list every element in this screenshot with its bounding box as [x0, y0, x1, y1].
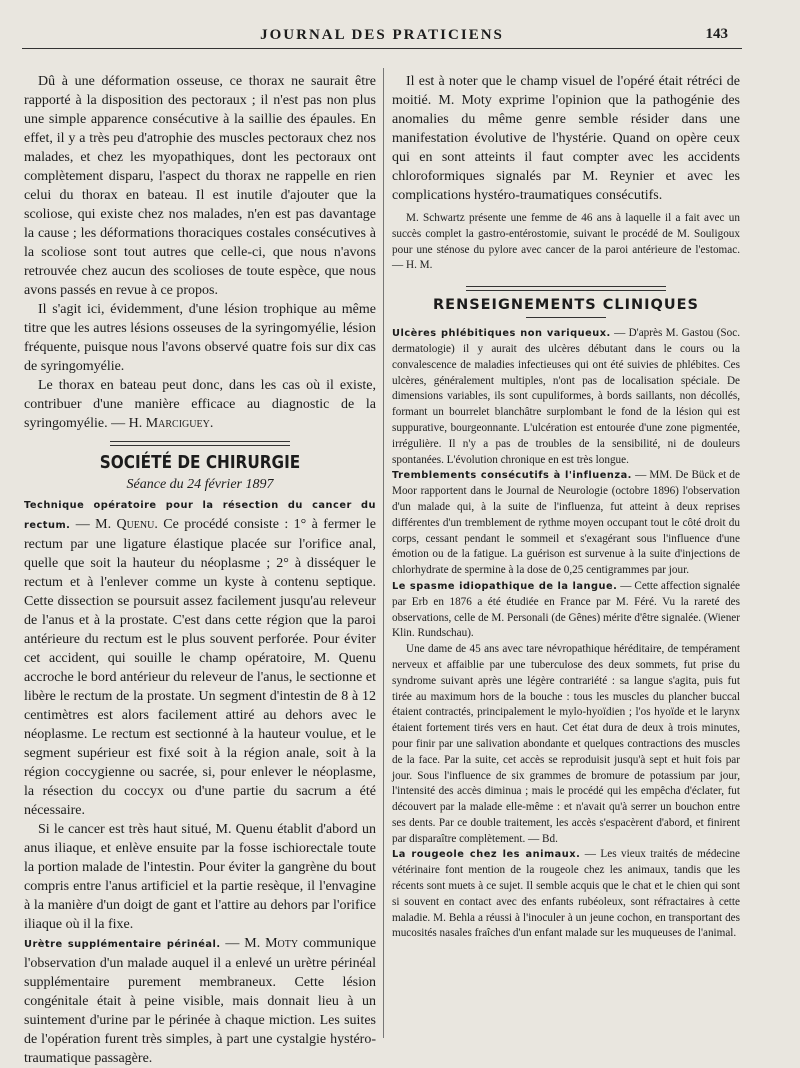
- right-column: [392, 72, 740, 942]
- paragraph: [24, 495, 376, 820]
- author-name: — M. Moty: [225, 936, 299, 951]
- section-rule: [110, 441, 290, 446]
- section-title-societe-chirurgie: SOCIÉTÉ DE CHIRURGIE: [99, 452, 301, 473]
- paragraph-text: communique l'observation d'un malade auquel il a enlevé un urètre périnéal supplémentaire purement membraneux. Cette lésion congénitale était à peine visible, mais donnait lieu à un suintement d'urine par le périnée à chaque miction. Les suites de l'opération furent très simples, à part une cystalgie hystéro-traumatique passagère.: [24, 936, 377, 1066]
- journal-title: JOURNAL DES PRATICIENS: [260, 27, 504, 43]
- running-header: [22, 22, 742, 49]
- rubric-heading: Le spasme idiopathique de la langue.: [392, 580, 618, 592]
- paragraph: M. Schwartz présente une femme de 46 ans à laquelle il a fait avec un succès complet la gastro-entérostomie, suivant le procédé de M. Souligoux pour une sténose du pylore avec cancer de la paroi antérieure de l'estomac. — H. M.: [392, 212, 740, 272]
- author-name: — M. Quenu.: [75, 517, 158, 532]
- rubric-heading: Technique opératoire pour la résection du cancer du rectum.: [24, 500, 376, 531]
- paragraph: Il est à noter que le champ visuel de l'opéré était rétréci de moitié. M. Moty exprime l'opinion que la pathogénie des anomalies du même genre semble résider dans une manifestation évolutive de l'hystérie. Quand on opère ceux qui en sont atteints il faut compter avec les accidents chloroformiques signalés par M. Reynier et avec les complications hystéro-traumatiques consécutifs.: [392, 74, 740, 203]
- paragraph-text: — Cette affection signalée par Erb en 1876 a été étudiée en France par M. Féré. Vu la rareté des observations, celle de M. Personali (de Gênes) mérite d'être signalée. (Wiener Klin. Rundschau).: [392, 579, 740, 640]
- paragraph-text: — MM. De Bück et de Moor rapportent dans le Journal de Neurologie (octobre 1896) l'observation d'un malade qui, à la suite de l'influenza, fut atteint à deux reprises différentes d'un tremblement de rythme moyen occupant tout le côté droit du corps, cessant pendant le sommeil et s'exagérant sous l'influence d'une émotion ou de la fatigue. La guérison est survenue à la suite d'injections de chlorhydrate de spermine à la dose de 0,25 centigrammes par jour.: [392, 469, 740, 577]
- paragraph: [392, 326, 740, 468]
- paragraph: [24, 934, 376, 1068]
- left-column: [24, 72, 376, 1068]
- paragraph-text: Ce procédé consiste : 1° à fermer le rectum par une ligature élastique placée sur l'orifice anal, quelle que soit la hauteur du néoplasme ; 2° à disséquer le rectum et à l'enlever comme un kyste à contenu septique. Cette dissection se poursuit assez facilement jusqu'au releveur de l'anus et à la prostate. C'est dans cette région que la paroi antérieure du rectum est le plus souvent perforée. Pour éviter cet accident, qui souille le champ opératoire, M. Quenu accroche le bord antérieur du releveur de l'anus, le sectionne et libère le rectum de la prostate. Un segment d'intestin de 8 à 12 centimètres est alors facilement attiré au dehors avec le néoplasme. Le rectum est sectionné à la hauteur voulue, et le segment supérieur est fixé soit à la région anale, soit à la région coccygienne ou sacrée, si, pour enlever le néoplasme, la résection du coccyx ou d'une partie du sacrum a été nécessaire.: [24, 517, 377, 818]
- seance-date: Séance du 24 février 1897: [126, 477, 274, 492]
- paragraph: Il s'agit ici, évidemment, d'une lésion trophique au même titre que les autres lésions osseuses de la syringomyélie, lésion fréquente, puisque nous l'avons observé quatre fois sur dix cas de syringomyélie.: [24, 302, 376, 374]
- paragraph-text: — Les vieux traités de médecine vétérinaire font mention de la rougeole chez les animaux, tandis que les récents sont muets à ce sujet. Il semble acquis que le chat et le chien qui sont si souvent en contact avec des enfants rubéoleux, sont réfractaires à cette maladie. M. Behla a réussi à l'inoculer à un jeune cochon, en transportant des mucosités nasales fraîches d'un enfant malade sur les muqueuses de l'animal.: [392, 848, 741, 940]
- section-rule: [466, 286, 666, 291]
- paragraph: [392, 847, 740, 942]
- paragraph: [392, 468, 740, 579]
- paragraph-text: Le thorax en bateau peut donc, dans les cas où il existe, contribuer d'une manière efficace au diagnostic de la syringomyélie. — H.: [24, 378, 376, 431]
- paragraph: Si le cancer est très haut situé, M. Quenu établit d'abord un anus iliaque, et enlève ensuite par la fosse ischiorectale toute la portion malade de l'intestin. Pour éviter la gangrène du bout compris entre l'anus artificiel et la partie resèque, il l'envagine à la manière d'un doigt de gant et l'attire au dehors par l'orifice iliaque où il la fixe.: [24, 822, 376, 932]
- section-title-renseignements: RENSEIGNEMENTS CLINIQUES: [433, 297, 699, 314]
- paragraph: Une dame de 45 ans avec tare névropathique héréditaire, de tempérament nerveux et affaiblie par une tuberculose des deux sommets, fut prise du syndrome suivant après une légère contrariété : sa langue s'agita, puis fut tirée au maximum hors de la bouche : tous les muscles du plancher buccal étaient contractés, principalement le mylo-hyoïdien ; l'os hyoïde et le larynx étaient fortement tirés vers en haut. Cet état dura de deux à trois minutes, pour finir par une salivation abondante et quelques contractions des muscles de la face. Par la suite, cet accès se reproduisit jusqu'à sept et huit fois par jour. Sous l'influence de six grammes de bromure de potassium par jour, l'intensité des accès diminua ; mais le procédé qui les empêcha d'éclater, fut découvert par la malade elle-même : et n'avait qu'à serrer un bouchon entre ses dents. Par ce double traitement, les accès s'espacèrent d'abord, et finirent par disparaître complètement. — Bd.: [392, 643, 740, 845]
- paragraph-text: — D'après M. Gastou (Soc. dermatologie) il y aurait des ulcères débutant dans le cours ou la convalescence de maladies infectieuses qui ont été suivies de phlébites. Ces ulcères, généralement multiples, n'ont pas de localisation spéciale. De dimensions variables, ils sont cupuliformes, à bords saillants, non décollés, formant un bourrelet blanchâtre surplombant le fond de la lésion qui est suppurative, bourgeonnante. L'ulcération est entourée d'une zone pigmentée, irrégulière. Il n'y a pas de troubles de la sensibilité, ni de douleurs spontanées. L'évolution chronique en est très longue.: [392, 327, 741, 466]
- rubric-heading: La rougeole chez les animaux.: [392, 849, 581, 861]
- paragraph: [24, 376, 376, 433]
- rubric-heading: Urètre supplémentaire périnéal.: [24, 939, 221, 950]
- rubric-heading: Ulcères phlébitiques non variqueux.: [392, 328, 611, 340]
- paragraph: Dû à une déformation osseuse, ce thorax ne saurait être rapporté à la disposition des pectoraux ; il n'est pas non plus une simple apparence consécutive à la saillie des épaules. En effet, il y a très peu d'atrophie des muscles pectoraux chez nos malades, et chez les myopathiques, dont les pectoraux ont complètement disparu, l'aspect du thorax ne rappelle en rien celui du thorax en bateau. Il est inutile d'ajouter que la scoliose, qui existe chez nos malades, n'en est pas davantage la cause ; les déformations thoraciques costales consécutives à la scoliose sont tout autres que celle-ci, que nous n'avons retrouvée chez aucun des scolioses de toute espèce, que nous avons passés en revue à ce propos.: [24, 74, 376, 298]
- author-signature: Marciguey.: [145, 416, 214, 431]
- section-rule: [526, 317, 606, 318]
- page-number: 143: [705, 26, 728, 42]
- paragraph: [392, 579, 740, 642]
- rubric-heading: Tremblements consécutifs à l'influenza.: [392, 470, 632, 482]
- column-divider: [383, 68, 384, 1038]
